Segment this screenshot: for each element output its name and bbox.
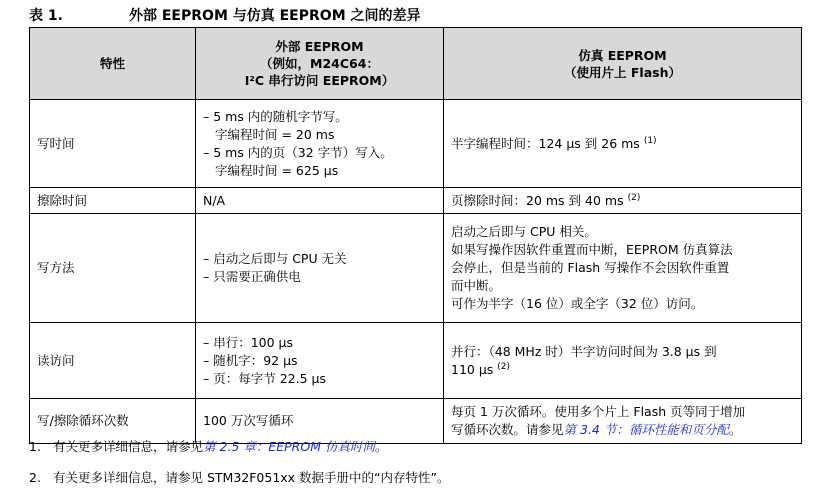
cell-external: N/A [196, 188, 444, 214]
table-row-cycles [30, 399, 802, 444]
cell-external: – 5 ms 内的随机字节写。 字编程时间 = 20 ms – 5 ms 内的页（32 字节）写入。 字编程时间 = 625 µs [196, 100, 444, 188]
comparison-table [29, 27, 802, 444]
table-row-write-method [30, 214, 802, 323]
cell-feature: 擦除时间 [30, 188, 196, 214]
footnote-ref: (2) [627, 192, 641, 203]
header-emulated-eeprom: 仿真 EEPROM （使用片上 Flash） [444, 28, 802, 100]
cell-external: 100 万次写循环 [196, 399, 444, 444]
cell-feature: 写方法 [30, 214, 196, 323]
cell-feature: 读访问 [30, 323, 196, 399]
cell-feature: 写时间 [30, 100, 196, 188]
cell-external: – 串行：100 µs – 随机字：92 µs – 页：每字节 22.5 µs [196, 323, 444, 399]
cell-emulated: 启动之后即与 CPU 相关。 如果写操作因软件重置而中断，EEPROM 仿真算法 会停止，但是当前的 Flash 写操作不会因软件重置 而中断。 可作为半字（16 位）或全字（32 位）访问。 [444, 214, 802, 323]
cell-feature: 写/擦除循环次数 [30, 399, 196, 444]
cell-emulated: 每页 1 万次循环。使用多个片上 Flash 页等同于增加 写循环次数。请参见第 3.4 节：循环性能和页分配。 [444, 399, 802, 444]
table-header-row [30, 28, 802, 100]
cell-external: – 启动之后即与 CPU 无关 – 只需要正确供电 [196, 214, 444, 323]
footnote-1: 1. 有关更多详细信息，请参见第 2.5 章：EEPROM 仿真时间。 [29, 439, 388, 454]
cell-emulated: 并行：（48 MHz 时）半字访问时间为 3.8 µs 到 110 µs $^{(2)}$ [444, 323, 802, 399]
chapter-link[interactable]: 第 2.5 章：EEPROM 仿真时间 [203, 439, 375, 454]
section-link[interactable]: 第 3.4 节：循环性能和页分配 [563, 422, 729, 437]
footnotes [29, 438, 819, 487]
table-caption [29, 6, 421, 26]
table-title: 外部 EEPROM 与仿真 EEPROM 之间的差异 [129, 8, 421, 24]
header-external-eeprom: 外部 EEPROM （例如，M24C64： I²C 串行访问 EEPROM） [196, 28, 444, 100]
footnote-ref: (1) [643, 135, 657, 146]
cell-emulated: 页擦除时间：20 ms 到 40 ms $^{(2)}$ [444, 188, 802, 214]
table-row-erase-time [30, 188, 802, 214]
footnote-2: 2. 有关更多详细信息，请参见 STM32F051xx 数据手册中的“内存特性”。 [29, 470, 450, 485]
cell-emulated: 半字编程时间：124 µs 到 26 ms $^{(1)}$ [444, 100, 802, 188]
header-feature: 特性 [30, 28, 196, 100]
table-number: 表 1. [29, 8, 63, 24]
table-row-write-time [30, 100, 802, 188]
table-row-read-access [30, 323, 802, 399]
footnote-ref: (2) [497, 361, 511, 372]
